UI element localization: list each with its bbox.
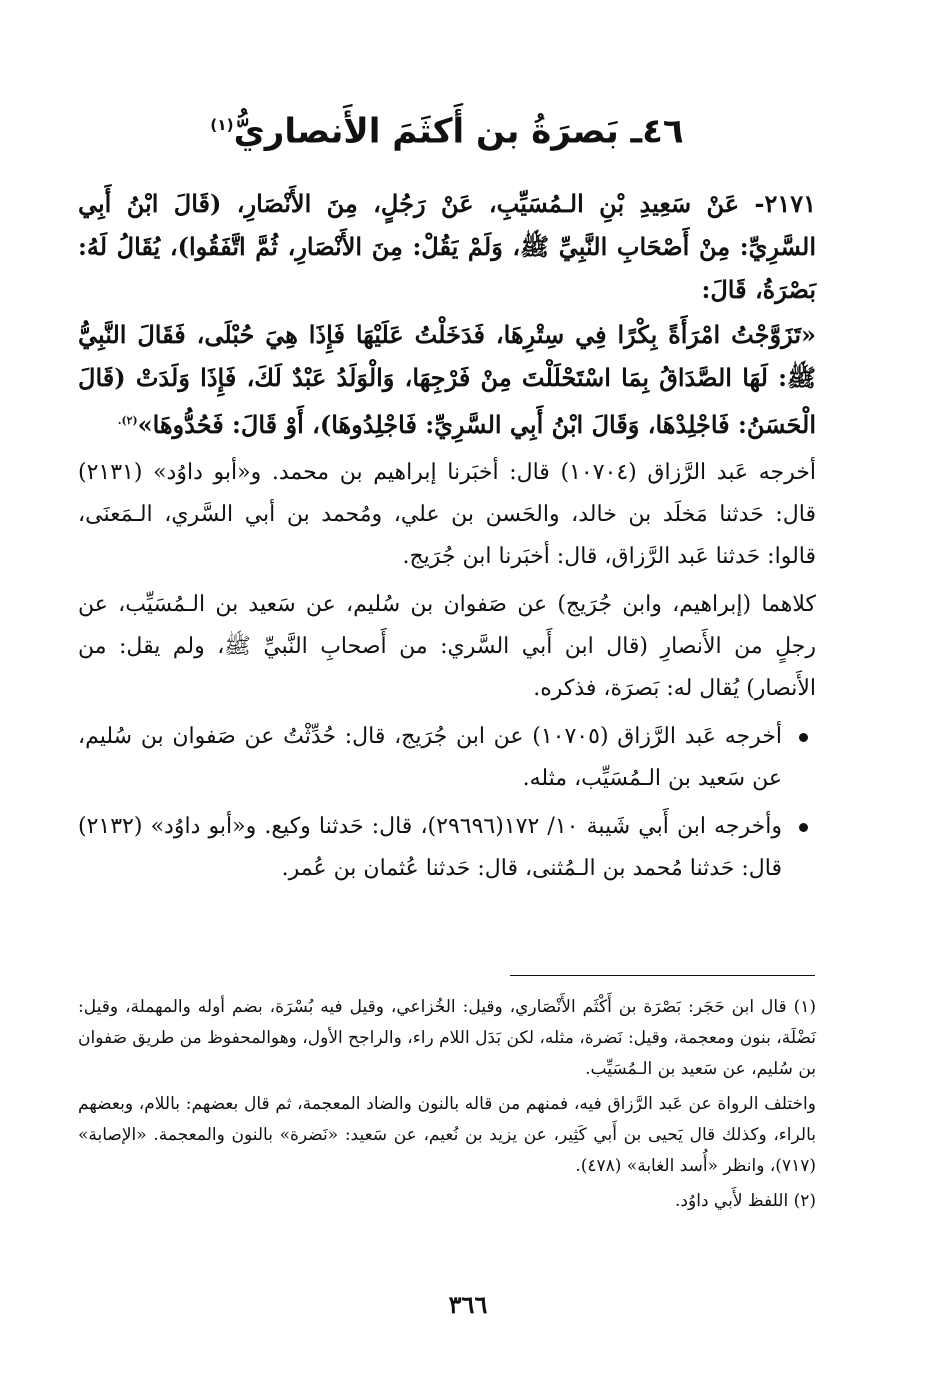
takhrij-list-item xyxy=(78,806,816,890)
hadith-matn xyxy=(78,313,816,446)
chapter-title-text: ٤٦ـ بَصرَةُ بن أَكثَمَ الأَنصاريُّ xyxy=(233,111,684,152)
hadith-footnote-ref: (٢). xyxy=(117,414,138,428)
footnote-2: (٢) اللفظ لأَبي داوُد. xyxy=(675,1191,816,1211)
takhrij-list-item-text: وأخرجه ابن أَبي شَيبة ١٠/ ١٧٢(٢٩٦٩٦)، قال: حَدثنا وكيع. و«أبو داوُد» (٢١٣٢) قال: حَدثنا مُحمد بن الـمُثنى، قال: حَدثنا عُثمان بن عُمر. xyxy=(78,814,782,882)
hadith-isnad: ٢١٧١- عَنْ سَعِيدِ بْنِ الـمُسَيِّبِ، عَنْ رَجُلٍ، مِنَ الأَنْصَارِ، (قَالَ ابْنُ أَبِي السَّرِيِّ: مِنْ أَصْحَابِ النَّبِيِّ ﷺ، وَلَمْ يَقُلْ: مِنَ الأَنْصَارِ، ثُمَّ اتَّفَقُوا)، يُقَالُ لَهُ: بَصْرَةُ، قَالَ: xyxy=(78,189,816,305)
bullet-icon xyxy=(799,823,808,832)
chapter-title xyxy=(78,100,816,156)
takhrij-section xyxy=(78,452,816,890)
footnote-1: (١) قال ابن حَجَر: بَصْرَة بن أَكْثَم الأَنْصَاري، وقيل: الخُزاعي، وقيل فيه بُسْرَة، بضم أوله والمهملة، وقيل: نَضْلَة، بنون ومعجمة، وقيل: نَضرة، مثله، لكن بَدَل اللام راء، والراجح الأول، وهوالمحفوظ من طريق صَفوان بن سُليم، عن سَعيد بن الـمُسَيِّب. xyxy=(78,997,816,1079)
takhrij-list-item-text: أخرجه عَبد الرَّزاق (١٠٧٠٥) عن ابن جُرَيج، قال: حُدِّثْتُ عن صَفوان بن سُليم، عن سَعيد بن الـمُسَيِّب، مثله. xyxy=(78,724,782,792)
takhrij-paragraph: أخرجه عَبد الرَّزاق (١٠٧٠٤) قال: أخبَرنا إبراهيم بن محمد. و«أبو داوُد» (٢١٣١) قال: حَدثنا مَخلَد بن خالد، والحَسن بن علي، ومُحمد بن أبي السَّري، الـمَعنَى، قالوا: حَدثنا عَبد الرَّزاق، قال: أخبَرنا ابن جُرَيج. xyxy=(78,460,816,570)
footnote-divider xyxy=(510,975,815,976)
hadith-matn-text: «تَزَوَّجْتُ امْرَأَةً بِكْرًا فِي سِتْرِهَا، فَدَخَلْتُ عَلَيْهَا فَإِذَا هِيَ حُبْلَى، فَقَالَ النَّبِيُّ ﷺ: لَهَا الصَّدَاقُ بِمَا اسْتَحْلَلْتَ مِنْ فَرْجِهَا، وَالْوَلَدُ عَبْدٌ لَكَ، فَإِذَا وَلَدَتْ (قَالَ الْحَسَنُ: فَاجْلِدْهَا، وَقَالَ ابْنُ أَبِي السَّرِيِّ: فَاجْلِدُوهَا)، أَوْ قَالَ: فَحُدُّوهَا» xyxy=(78,320,816,440)
hadith-text xyxy=(78,182,816,446)
takhrij-paragraph: كلاهما (إبراهيم، وابن جُرَيج) عن صَفوان بن سُليم، عن سَعيد بن الـمُسَيِّب، عن رجلٍ من الأَنصارِ (قال ابن أَبي السَّري: من أَصحابِ النَّبيِّ ﷺ، ولم يقل: من الأَنصار) يُقال له: بَصرَة، فذكره. xyxy=(78,592,816,702)
takhrij-list-item xyxy=(78,716,816,800)
takhrij-list xyxy=(78,716,816,890)
page-body xyxy=(78,100,816,896)
footnotes xyxy=(78,992,816,1221)
footnote-1-continued: واختلف الرواة عن عَبد الرَّزاق فيه، فمنهم من قاله بالنون والضاد المعجمة، ثم قال بعضهم: باللام، وبعضهم بالراء، وكذلك قال يَحيى بن أَبي كَثِير، عن يزيد بن نُعيم، عن سَعيد: «نَضرة» بالنون والمعجمة. «الإصابة» (٧١٧)، وانظر «أُسد الغابة» (٤٧٨). xyxy=(78,1094,816,1176)
page-number: ٣٦٦ xyxy=(448,1290,488,1319)
bullet-icon xyxy=(799,733,808,742)
chapter-title-footnote-ref: (١) xyxy=(210,116,234,134)
